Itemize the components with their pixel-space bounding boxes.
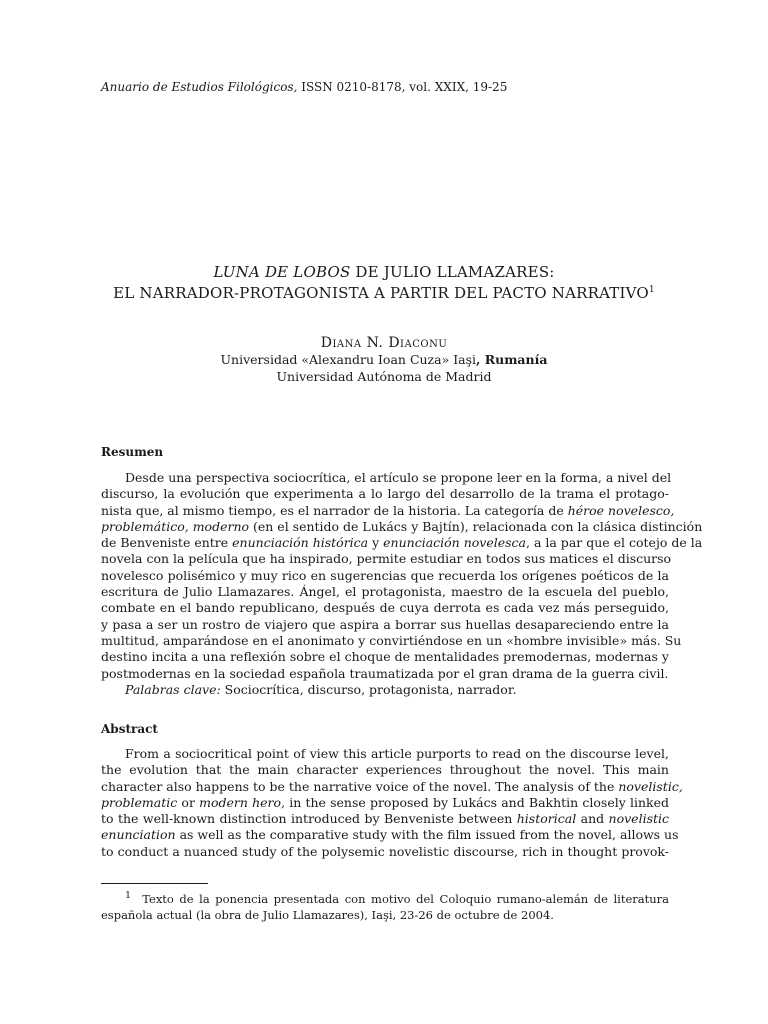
title-novel-name: LUNA DE LOBOS bbox=[213, 263, 351, 281]
affiliation-2: Universidad Autónoma de Madrid bbox=[276, 369, 492, 384]
title-line-2: EL NARRADOR-PROTAGONISTA A PARTIR DEL PACTO NARRATIVO$^1$ bbox=[113, 284, 655, 302]
footnote-divider bbox=[101, 883, 208, 884]
keywords-label: Palabras clave: bbox=[125, 681, 221, 697]
affiliation-1: Universidad «Alexandru Ioan Cuza» Iaşi, Rumanía bbox=[220, 352, 548, 367]
abstract-body: From a sociocritical point of view this article purports to read on the discourse level, the evolution that the main character experiences throughout the novel. This main character also happens to be the narrative voice of the novel. The analysis of the novelistic, problematic or modern hero, in the sense proposed by Lukács and Bakhtin closely linked to the well-known distinction introduced by Benveniste between historical and novelistic enunciation as well as the comparative study with the film issued from the novel, allows us to conduct a nuanced study of the polysemic novelistic discourse, rich in thought provok- bbox=[101, 746, 683, 859]
journal-name: Anuario de Estudios Filológicos, bbox=[101, 80, 298, 94]
keywords: Palabras clave: Sociocrítica, discurso, protagonista, narrador. bbox=[125, 681, 517, 697]
abstract-heading: Abstract bbox=[101, 722, 158, 736]
resumen-heading: Resumen bbox=[101, 445, 164, 459]
article-title bbox=[80, 262, 688, 304]
footnote: $^1$ Texto de la ponencia presentada con motivo del Coloquio rumano-alemán de literatura española actual (la obra de Julio Llamazares), Iaşi, 23-26 de octubre de 2004. bbox=[101, 890, 669, 922]
title-footnote-mark[interactable]: 1 bbox=[648, 285, 655, 295]
author-name: Diana N. Diaconu bbox=[320, 335, 448, 351]
footnote-mark: 1 bbox=[125, 890, 132, 901]
title-line-1: LUNA DE LOBOS DE JULIO LLAMAZARES: bbox=[213, 263, 555, 281]
author-affiliations bbox=[80, 351, 688, 385]
resumen-body: Desde una perspectiva sociocrítica, el artículo se propone leer en la forma, a nivel del discurso, la evolución que experimenta a lo largo del desarrollo de la trama el protago- nista que, al mismo tiempo, es el narrador de la historia. La categoría de héroe novelesco, problemático, moderno (en el sentido de Lukács y Bajtín), relacionada con la clásica distinción de Benveniste entre enunciación histórica y enunciación novelesca, a la par que el cotejo de la novela con la película que ha inspirado, permite estudiar en todos sus matices el discurso novelesco polisémico y muy rico en sugerencias que recuerda los orígenes poéticos de la escritura de Julio Llamazares. Ángel, el protagonista, maestro de la escuela del pueblo, combate en el bando republicano, después de cuya derrota es cada vez más perseguido, y pasa a ser un rostro de viajero que aspira a borrar sus huellas desapareciendo entre la multitud, amparándose en el anonimato y convirtiéndose en un «hombre invisible» más. Su destino incita a una reflexión sobre el choque de mentalidades premodernas, modernas y postmodernas en la sociedad española traumatizada por el gran drama de la guerra civil. Palabras clave: Sociocrítica, discurso, protagonista, narrador. bbox=[101, 470, 703, 697]
journal-header bbox=[101, 80, 507, 94]
journal-details: ISSN 0210-8178, vol. XXIX, 19-25 bbox=[297, 80, 508, 94]
